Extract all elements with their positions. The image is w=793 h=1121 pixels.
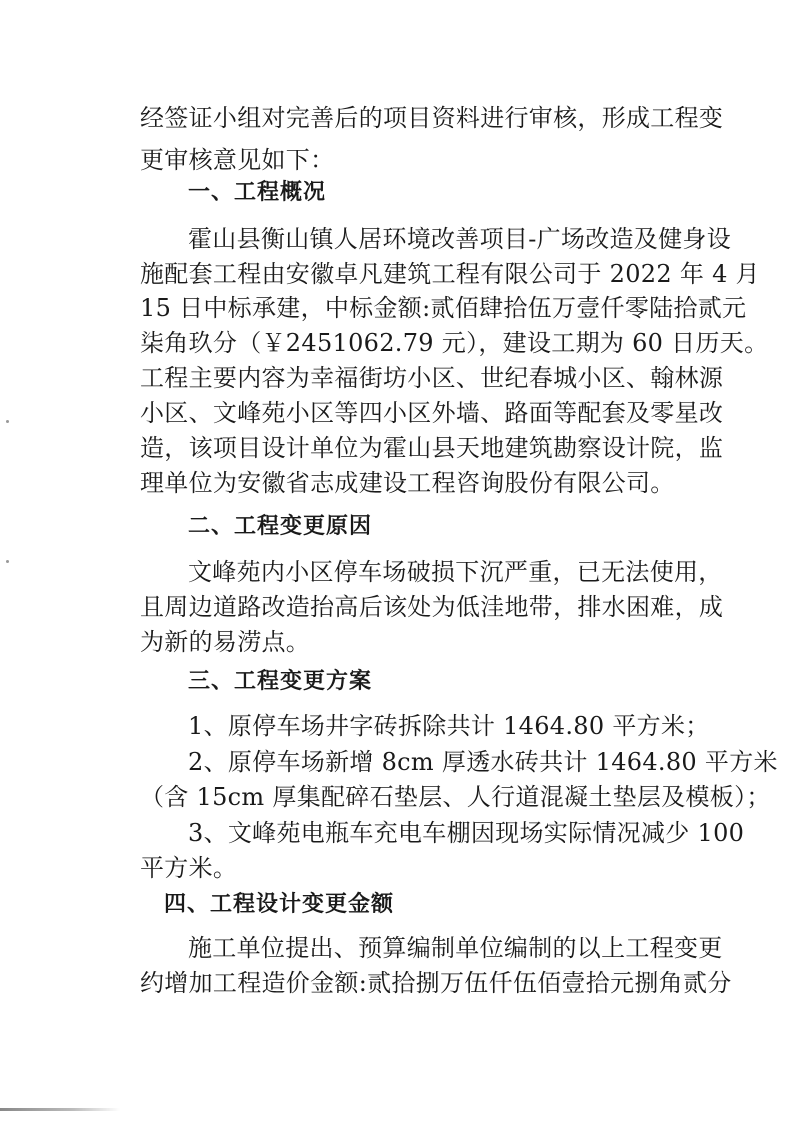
plan-item-3: 3、文峰苑电瓶车充电车棚因现场实际情况减少 100: [188, 819, 745, 847]
paragraph-line-23: 施工单位提出、预算编制单位编制的以上工程变更: [188, 934, 723, 962]
paragraph-line-14: 且周边道路改造抬高后该处为低洼地带，排水困难，成: [140, 593, 724, 621]
plan-item-2-continued: （含 15cm 厚集配碎石垫层、人行道混凝土垫层及模板）；: [140, 783, 771, 811]
scan-artifact-dot: [6, 420, 9, 423]
paragraph-line-15: 为新的易涝点。: [140, 628, 311, 656]
section-heading-change-amount: 四、工程设计变更金额: [164, 892, 395, 917]
scan-artifact-line: [0, 1108, 120, 1111]
scan-artifact-dot: [6, 560, 9, 563]
plan-item-3-continued: 平方米。: [140, 854, 238, 882]
paragraph-line-7: 柒角玖分（￥2451062.79 元），建设工期为 60 日历天。: [140, 329, 769, 357]
paragraph-line-5: 施配套工程由安徽卓凡建筑工程有限公司于 2022 年 4 月: [140, 260, 760, 288]
plan-item-1: 1、原停车场井字砖拆除共计 1464.80 平方米；: [188, 712, 710, 740]
plan-item-2: 2、原停车场新增 8cm 厚透水砖共计 1464.80 平方米: [188, 748, 778, 776]
paragraph-line-24: 约增加工程造价金额:贰拾捌万伍仟伍佰壹拾元捌角贰分: [140, 969, 732, 997]
paragraph-line-4: 霍山县衡山镇人居环境改善项目-广场改造及健身设: [188, 225, 732, 253]
paragraph-line-11: 理单位为安徽省志成建设工程咨询股份有限公司。: [140, 469, 675, 497]
section-heading-change-plan: 三、工程变更方案: [188, 669, 373, 694]
section-heading-overview: 一、工程概况: [188, 180, 327, 205]
paragraph-line-9: 小区、文峰苑小区等四小区外墙、路面等配套及零星改: [140, 399, 724, 427]
section-heading-change-reason: 二、工程变更原因: [188, 514, 373, 539]
paragraph-line-10: 造，该项目设计单位为霍山县天地建筑勘察设计院，监: [140, 434, 724, 462]
paragraph-line-13: 文峰苑内小区停车场破损下沉严重，已无法使用，: [188, 558, 723, 586]
paragraph-line-6: 15 日中标承建，中标金额:贰佰肆拾伍万壹仟零陆拾贰元: [140, 294, 747, 322]
paragraph-line-8: 工程主要内容为幸福街坊小区、世纪春城小区、翰林源: [140, 364, 724, 392]
paragraph-line-2: 更审核意见如下：: [140, 146, 335, 174]
paragraph-line-1: 经签证小组对完善后的项目资料进行审核，形成工程变: [140, 104, 724, 132]
